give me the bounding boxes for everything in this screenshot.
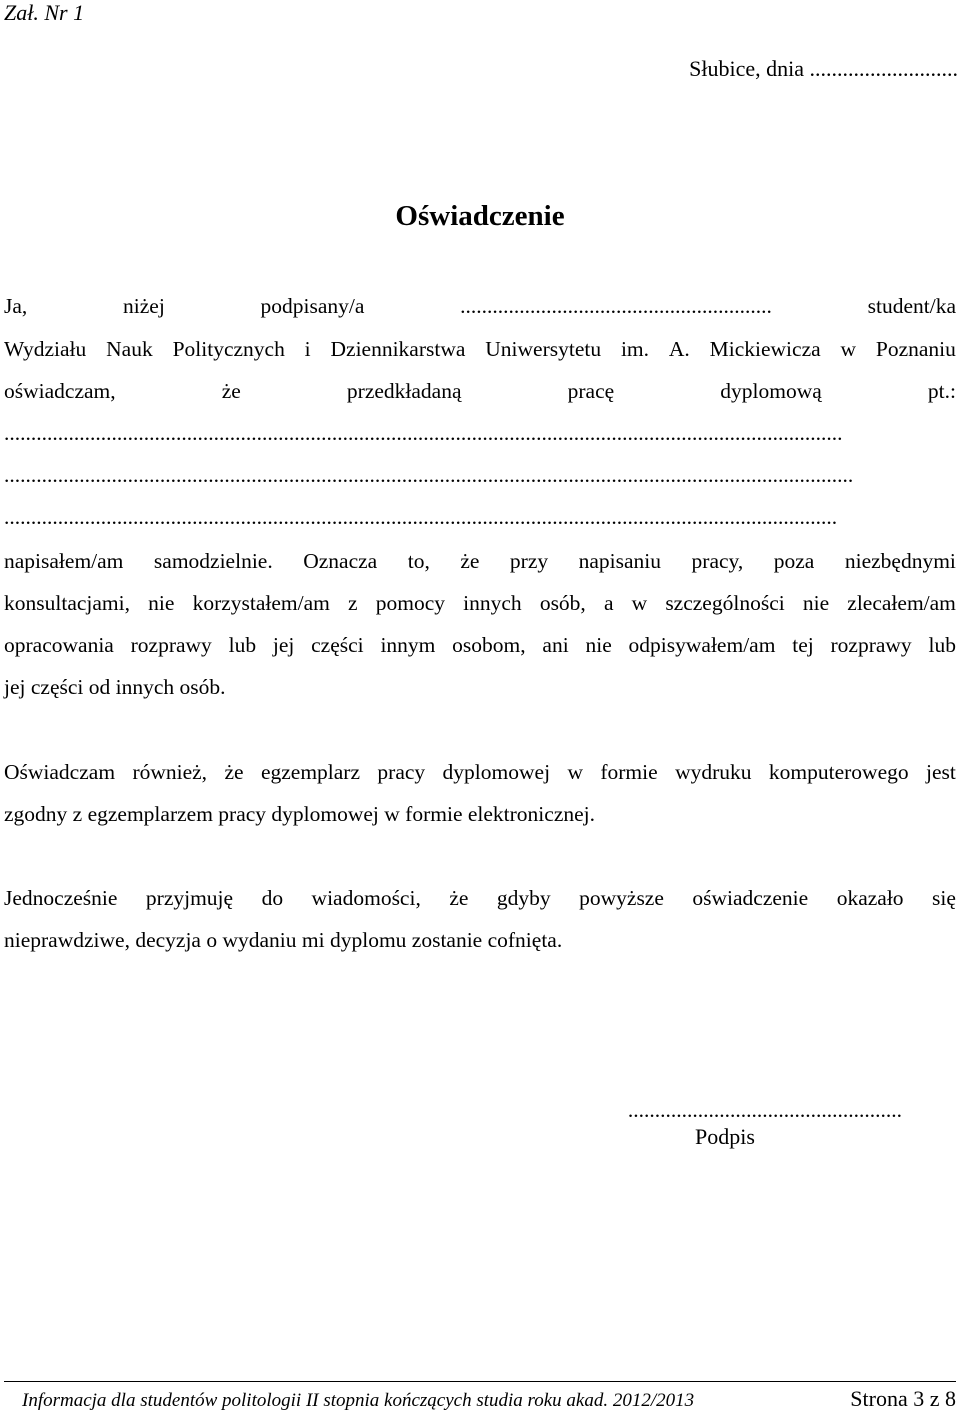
word: szczególności <box>665 591 785 615</box>
paragraph1-line1 <box>4 292 956 320</box>
signature-label: Podpis <box>695 1124 755 1149</box>
word: Mickiewicza <box>709 337 821 361</box>
paragraph2-line2: zgodny z egzemplarzem pracy dyplomowej w formie elektronicznej. <box>4 802 596 826</box>
word: pomocy <box>375 591 445 615</box>
word: niezbędnymi <box>844 549 956 573</box>
word: że <box>221 379 241 403</box>
word: osób, <box>539 591 586 615</box>
footer-divider <box>4 1381 956 1382</box>
word: a <box>603 591 614 615</box>
paragraph2-line1 <box>4 758 956 786</box>
footer-info: Informacja dla studentów politologii II stopnia kończących studia roku akad. 2012/2013 <box>22 1390 695 1411</box>
word: formie <box>600 760 658 784</box>
word: gdyby <box>496 886 551 910</box>
word: Oświadczam <box>4 760 116 784</box>
word: Wydziału <box>4 337 87 361</box>
word: lub <box>928 633 956 657</box>
word: jest <box>926 760 956 784</box>
word: to, <box>407 549 430 573</box>
word: zlecałem/am <box>847 591 956 615</box>
word: jej <box>272 633 295 657</box>
signature-dots: ................................................... <box>627 1098 902 1122</box>
word: pracy, <box>691 549 744 573</box>
word: osobom, <box>452 633 526 657</box>
paragraph1-line8 <box>4 589 956 617</box>
word: student/ka <box>867 294 956 318</box>
word: konsultacjami, <box>4 591 130 615</box>
word: że <box>449 886 469 910</box>
word: innych <box>463 591 522 615</box>
word: korzystałem/am <box>192 591 330 615</box>
paragraph3-line2: nieprawdziwe, decyzja o wydaniu mi dyplomu zostanie cofnięta. <box>4 928 563 952</box>
word: napisaniu <box>578 549 662 573</box>
paragraph3-line1 <box>4 884 956 912</box>
word: że <box>224 760 244 784</box>
document-title: Oświadczenie <box>395 200 565 232</box>
word: ani <box>542 633 569 657</box>
title-dots-line-2: .............................................................................................................................................................. <box>4 463 854 487</box>
word: A. <box>668 337 690 361</box>
place-date-line: Słubice, dnia ........................... <box>689 56 958 81</box>
word: z <box>348 591 358 615</box>
word: egzemplarz <box>260 760 361 784</box>
word: przyjmuję <box>145 886 234 910</box>
word: opracowania <box>4 633 114 657</box>
page-number: Strona 3 z 8 <box>850 1386 956 1411</box>
word: przedkładaną <box>346 379 462 403</box>
word: powyższe <box>579 886 664 910</box>
word: w <box>567 760 583 784</box>
word: przy <box>509 549 549 573</box>
word: dyplomowej <box>442 760 551 784</box>
paragraph1-line7 <box>4 547 956 575</box>
word: w <box>840 337 857 361</box>
word: Politycznych <box>172 337 285 361</box>
attachment-label: Zał. Nr 1 <box>4 0 85 25</box>
word: lub <box>228 633 257 657</box>
word: Poznaniu <box>875 337 956 361</box>
word: w <box>631 591 648 615</box>
word: pt.: <box>927 379 956 403</box>
paragraph1-line10: jej części od innych osób. <box>4 675 226 699</box>
paragraph1-line2 <box>4 335 956 363</box>
word: nie <box>585 633 612 657</box>
word: rozprawy <box>130 633 212 657</box>
word: .......................................................... <box>460 294 772 318</box>
word: oświadczam, <box>4 379 116 403</box>
word: podpisany/a <box>260 294 365 318</box>
word: Oznacza <box>303 549 378 573</box>
word: odpisywałem/am <box>628 633 776 657</box>
word: tej <box>792 633 814 657</box>
word: samodzielnie. <box>153 549 273 573</box>
word: napisałem/am <box>4 549 124 573</box>
word: również, <box>132 760 208 784</box>
word: Ja, <box>4 294 28 318</box>
word: się <box>932 886 956 910</box>
title-dots-line-1: ............................................................................................................................................................ <box>4 421 843 445</box>
word: Nauk <box>106 337 153 361</box>
paragraph1-line9 <box>4 631 956 659</box>
word: im. <box>620 337 650 361</box>
word: nie <box>802 591 830 615</box>
word: okazało <box>836 886 904 910</box>
word: wydruku <box>675 760 752 784</box>
word: Dziennikarstwa <box>330 337 466 361</box>
paragraph1-line3 <box>4 377 956 405</box>
word: dyplomową <box>720 379 822 403</box>
word: rozprawy <box>830 633 912 657</box>
word: innym <box>380 633 436 657</box>
word: poza <box>773 549 815 573</box>
word: części <box>311 633 364 657</box>
word: pracy <box>377 760 426 784</box>
word: i <box>304 337 311 361</box>
word: niżej <box>123 294 165 318</box>
word: oświadczenie <box>692 886 809 910</box>
word: pracę <box>567 379 615 403</box>
word: Jednocześnie <box>4 886 118 910</box>
title-dots-line-3: ........................................................................................................................................................... <box>4 505 838 529</box>
word: nie <box>148 591 175 615</box>
word: Uniwersytetu <box>485 337 602 361</box>
word: że <box>460 549 480 573</box>
word: komputerowego <box>768 760 909 784</box>
word: wiadomości, <box>311 886 421 910</box>
word: do <box>261 886 284 910</box>
